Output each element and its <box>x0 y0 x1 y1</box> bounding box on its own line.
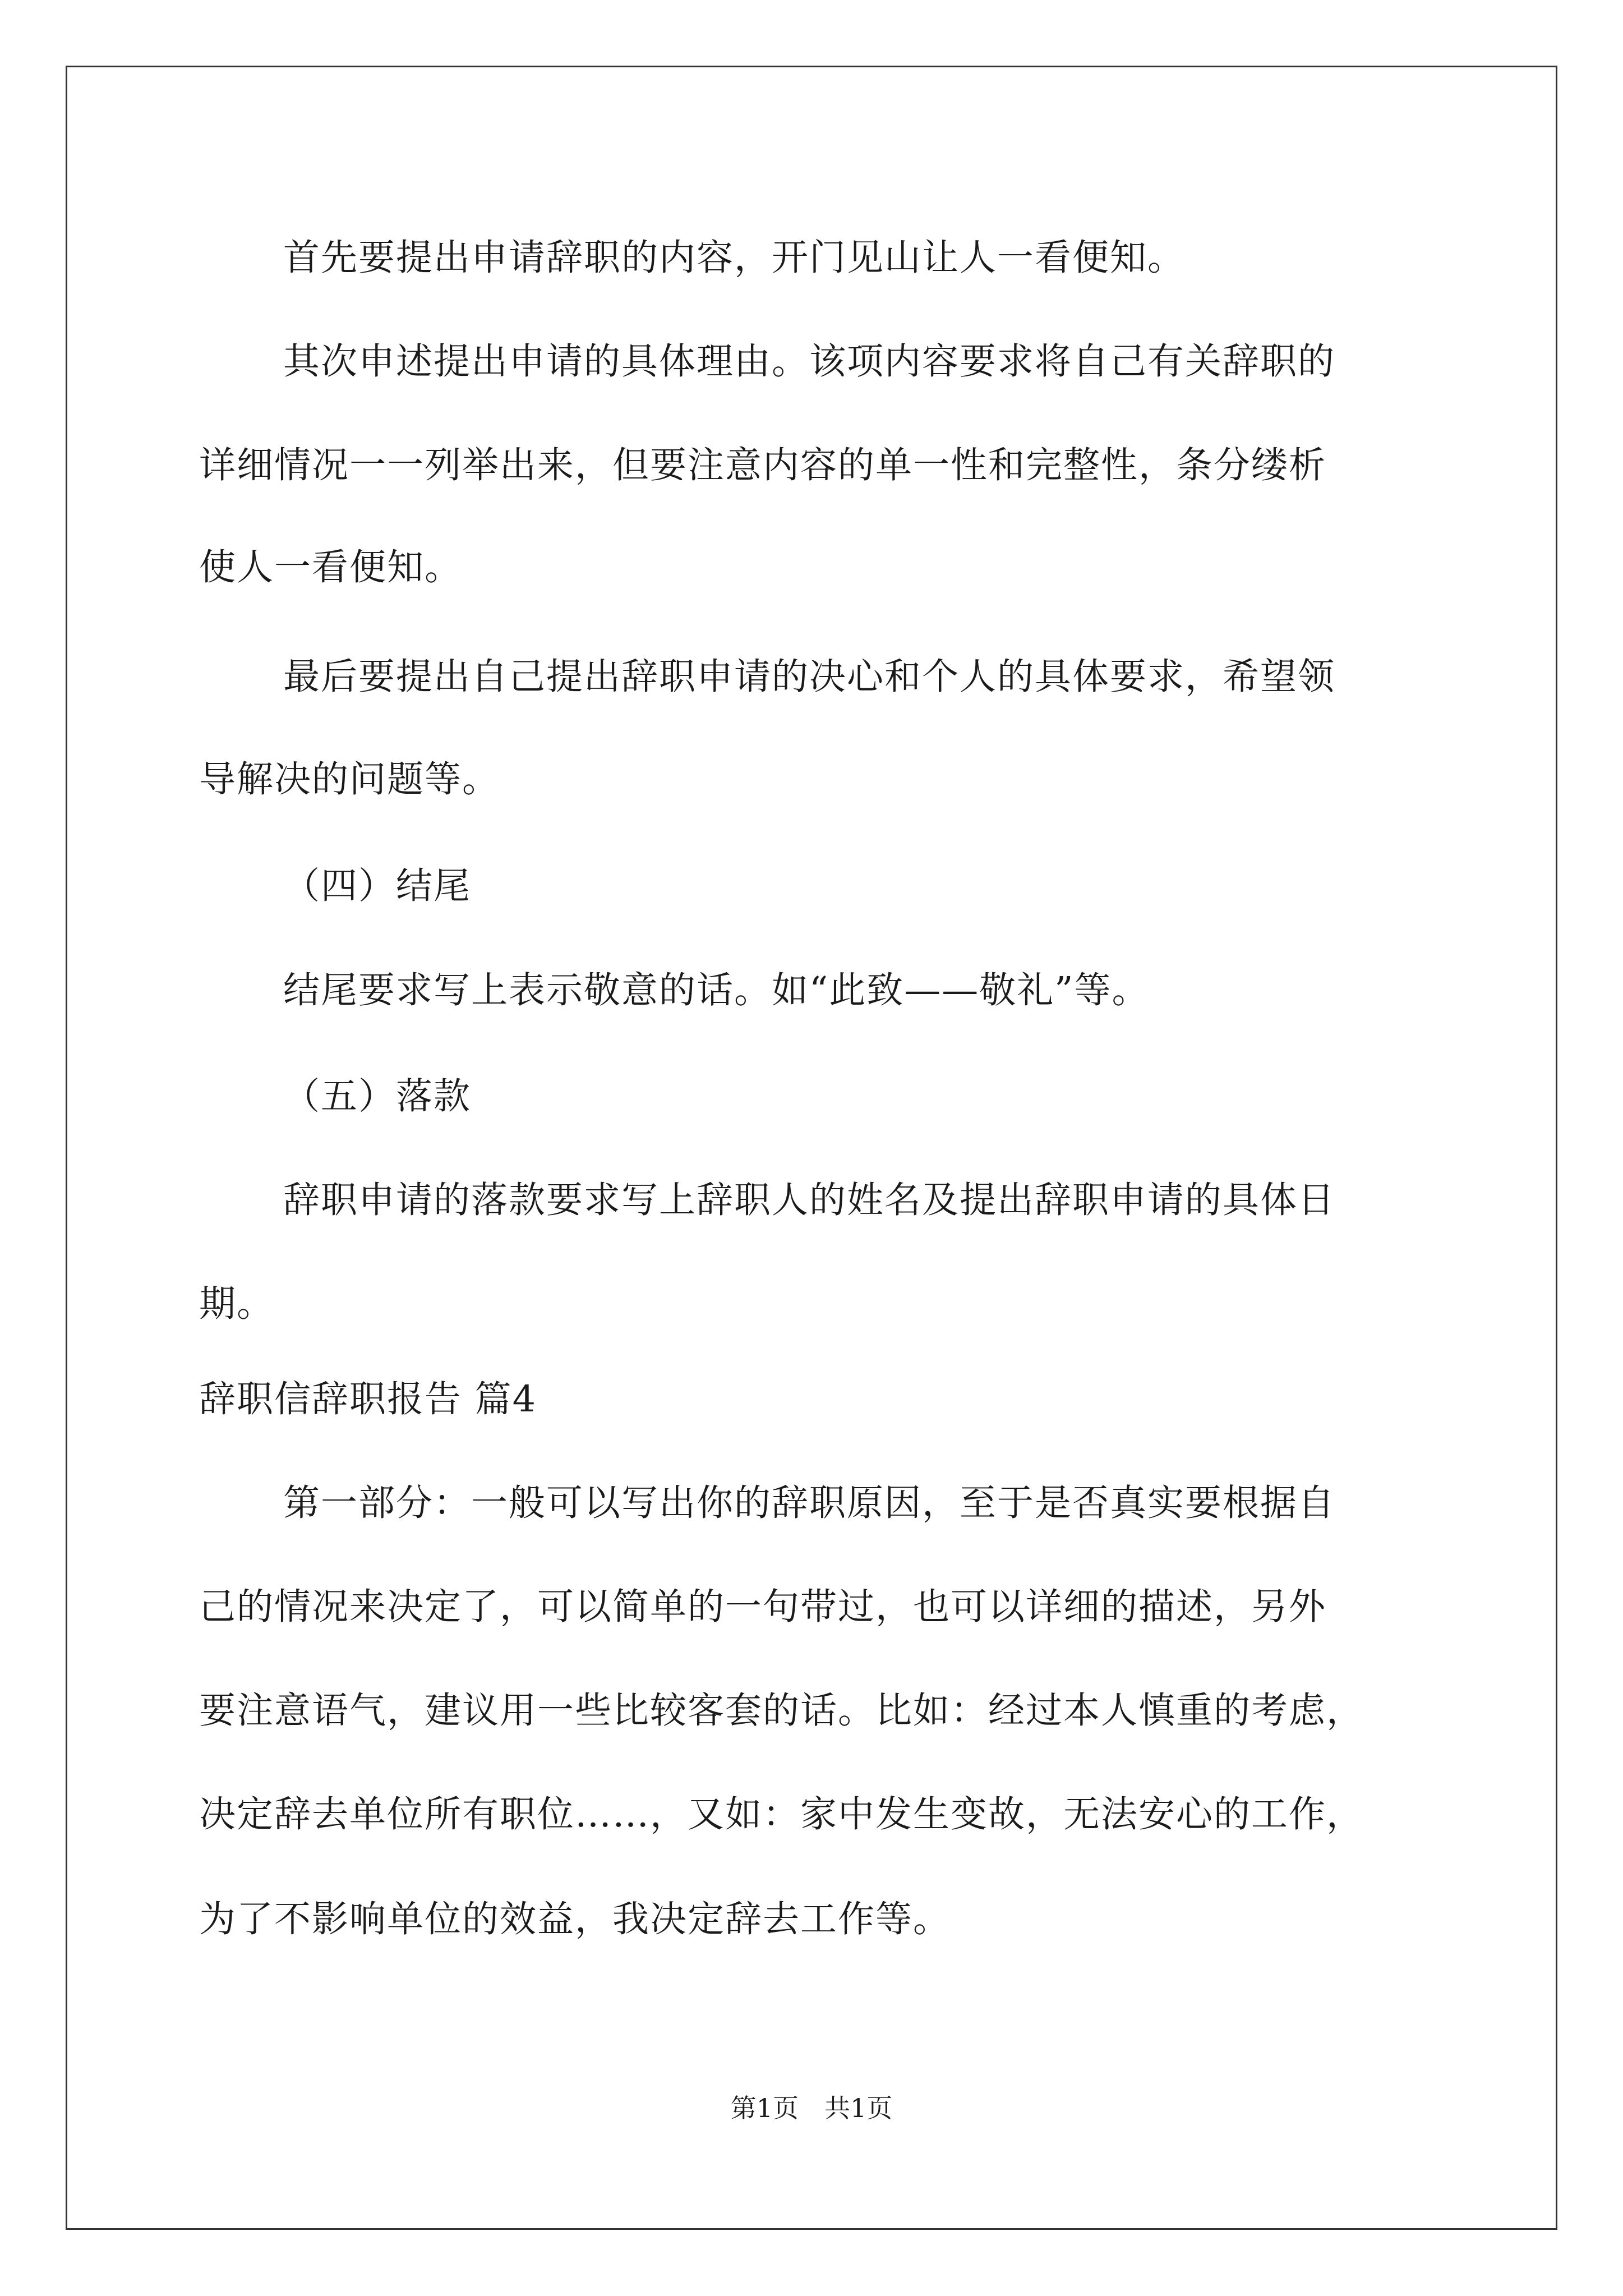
paragraph-line: 辞职申请的落款要求写上辞职人的姓名及提出辞职申请的具体日 <box>283 1179 1336 1221</box>
document-title: 辞职信辞职报告 篇4 <box>199 1378 537 1420</box>
paragraph-line: 最后要提出自己提出辞职申请的决心和个人的具体要求，希望领 <box>283 656 1336 698</box>
paragraph-line: 己的情况来决定了，可以简单的一句带过，也可以详细的描述，另外 <box>199 1586 1327 1628</box>
paragraph-line: 其次申述提出申请的具体理由。该项内容要求将自己有关辞职的 <box>283 341 1336 383</box>
paragraph-line: 首先要提出申请辞职的内容，开门见山让人一看便知。 <box>283 237 1186 279</box>
section-heading: （五）落款 <box>283 1075 472 1117</box>
paragraph-line: 详细情况一一列举出来，但要注意内容的单一性和完整性，条分缕析 <box>199 444 1327 486</box>
paragraph-line: 期。 <box>199 1283 275 1325</box>
paragraph-line: 第一部分：一般可以写出你的辞职原因，至于是否真实要根据自 <box>283 1482 1336 1524</box>
paragraph-line: 结尾要求写上表示敬意的话。如“此致——敬礼”等。 <box>283 969 1150 1011</box>
paragraph-line: 导解决的问题等。 <box>199 758 500 800</box>
paragraph-line: 要注意语气，建议用一些比较客套的话。比如：经过本人慎重的考虑， <box>199 1690 1364 1732</box>
paragraph-line: 使人一看便知。 <box>199 546 463 588</box>
paragraph-line: 决定辞去单位所有职位……，又如：家中发生变故，无法安心的工作， <box>199 1793 1364 1835</box>
page-footer: 第1页 共1页 <box>730 2093 893 2123</box>
section-heading: （四）结尾 <box>283 865 472 907</box>
paragraph-line: 为了不影响单位的效益，我决定辞去工作等。 <box>199 1898 951 1940</box>
